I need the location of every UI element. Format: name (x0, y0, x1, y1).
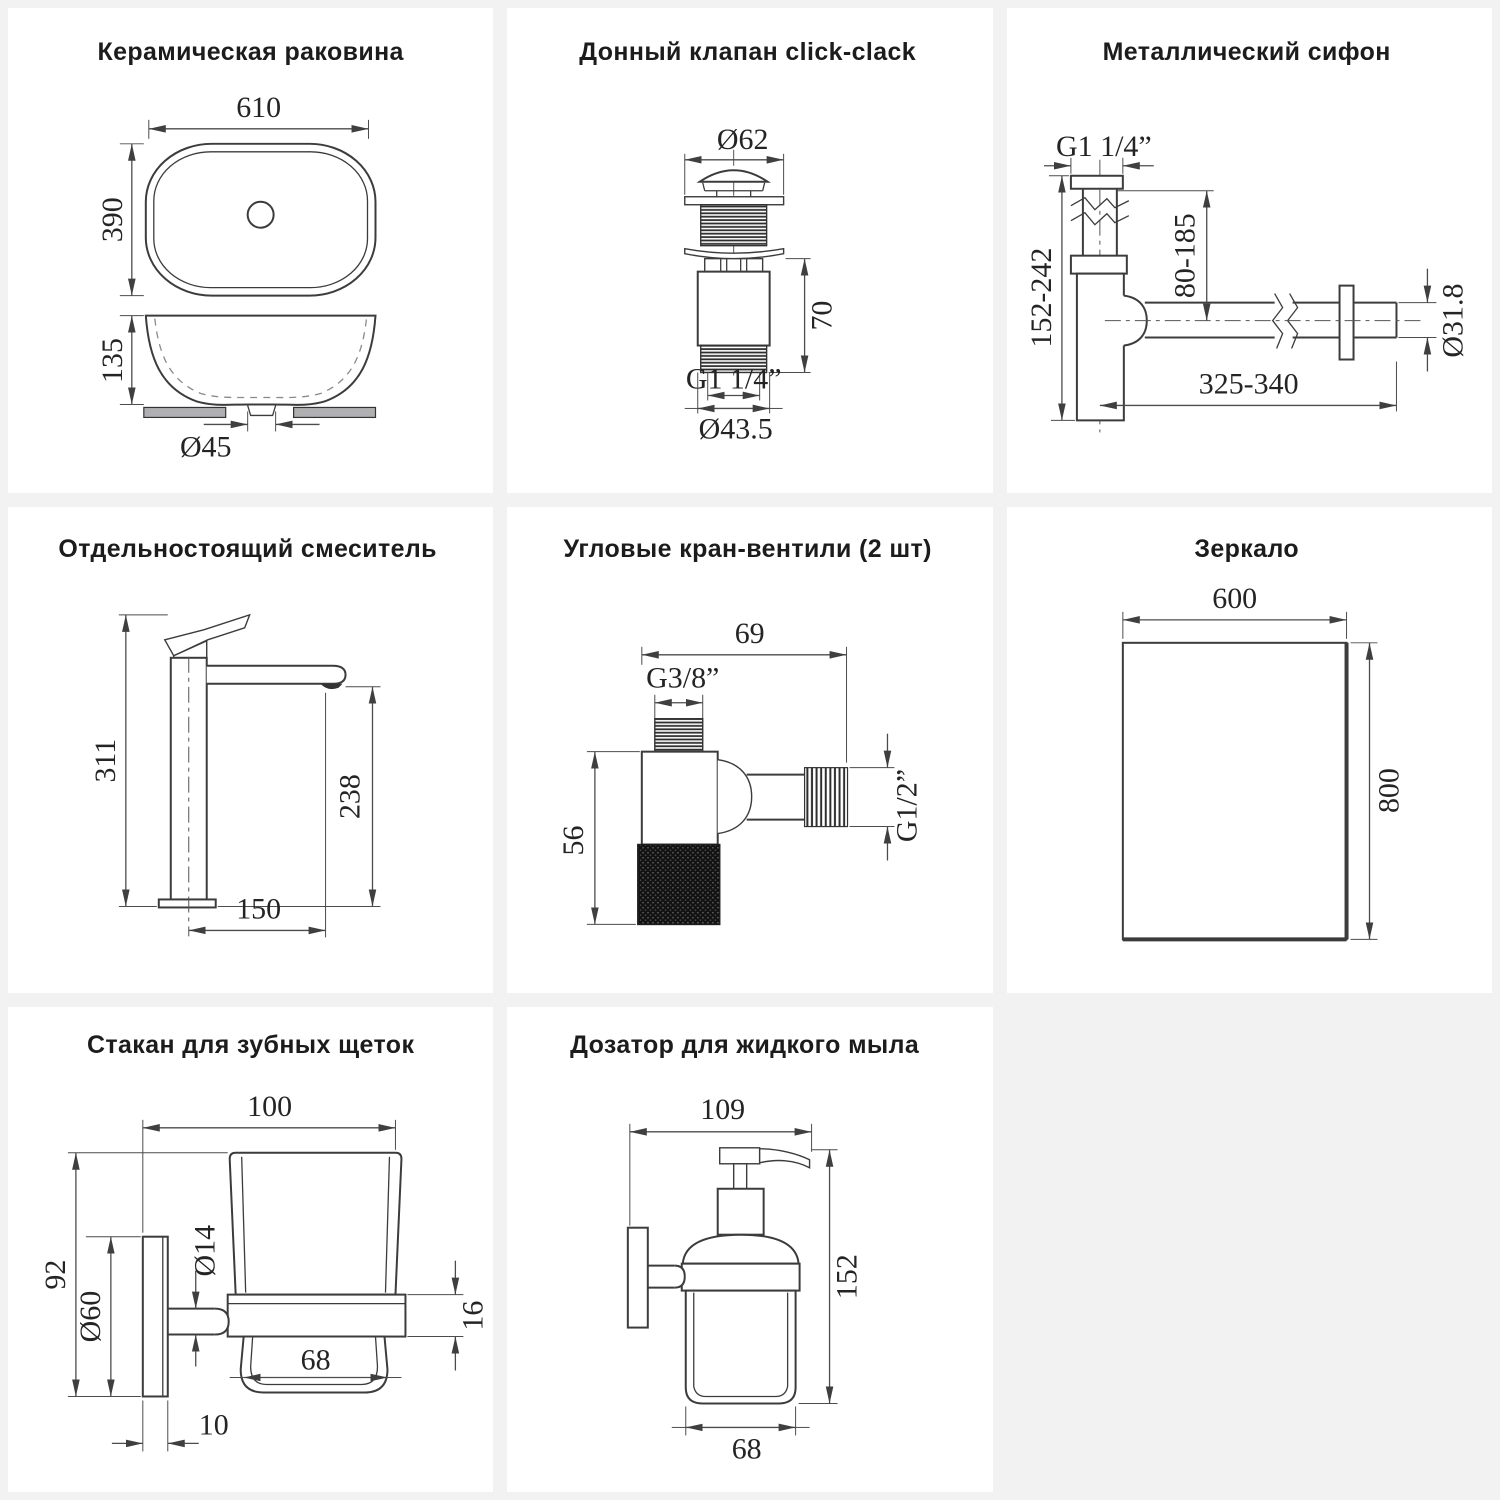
top-flange (685, 197, 784, 205)
svg-text:Ø45: Ø45 (179, 430, 232, 464)
svg-text:70: 70 (805, 300, 839, 331)
body-cylinder (698, 272, 770, 346)
svg-text:109: 109 (700, 1092, 746, 1126)
valve-dim-thread (686, 362, 782, 400)
inlet-nut (1071, 176, 1123, 189)
svg-text:G1 1/4”: G1 1/4” (686, 362, 782, 396)
svg-text:G3/8”: G3/8” (646, 662, 720, 696)
card-title: Отдельностоящий смеситель (58, 535, 437, 564)
angle-valve-drawing (507, 507, 992, 992)
coupling-nut (1071, 256, 1127, 274)
svg-text:100: 100 (247, 1089, 293, 1123)
card-ceramic-sink (8, 8, 493, 493)
valve-body (685, 170, 784, 372)
sink-drawing (8, 8, 493, 493)
mixer-body (159, 615, 346, 937)
svg-text:135: 135 (95, 338, 129, 383)
svg-text:152: 152 (830, 1253, 864, 1299)
siphon-dim-length (1100, 362, 1397, 412)
siphon-drawing (1007, 8, 1492, 493)
glass-bottle (686, 1290, 796, 1403)
svg-text:92: 92 (38, 1259, 72, 1290)
upper-thread (701, 205, 767, 246)
svg-text:150: 150 (236, 892, 282, 926)
siphon-dim-height (1025, 176, 1075, 421)
outlet-thread (805, 768, 848, 827)
arm-cap (675, 1265, 685, 1287)
svg-text:16: 16 (456, 1300, 490, 1331)
siphon-dim-thread (1044, 130, 1154, 174)
card-metal-siphon (1007, 8, 1492, 493)
slotted-neck (705, 259, 763, 272)
angle-dim-outlet-thread (850, 734, 924, 861)
wall-plate (143, 1236, 168, 1396)
svg-text:56: 56 (557, 825, 591, 856)
outlet-dome (718, 760, 752, 834)
card-title: Керамическая раковина (97, 37, 404, 66)
card-title: Стакан для зубных щеток (86, 1030, 415, 1059)
sink-dim-height (96, 316, 144, 405)
svg-text:152-242: 152-242 (1024, 247, 1058, 348)
svg-text:325-340: 325-340 (1198, 367, 1299, 401)
card-title: Донный клапан click-clack (579, 37, 917, 66)
sink-dim-width (149, 91, 369, 139)
card-title: Металлический сифон (1102, 37, 1391, 66)
card-title: Дозатор для жидкого мыла (570, 1030, 920, 1059)
card-soap-dispenser (507, 1007, 992, 1492)
mixer-drawing (8, 507, 493, 992)
pump-collar (718, 1188, 764, 1234)
valve-block (642, 752, 718, 845)
sink-side-view (144, 316, 376, 418)
wall-plate (628, 1227, 648, 1327)
svg-text:80-185: 80-185 (1168, 213, 1202, 299)
valve-dim-height (769, 259, 839, 373)
card-title: Зеркало (1193, 535, 1299, 564)
holder-ring (228, 1294, 406, 1336)
drain-hole (248, 202, 274, 228)
svg-text:69: 69 (735, 617, 765, 651)
svg-text:Ø14: Ø14 (188, 1224, 222, 1277)
inlet-thread (655, 719, 703, 752)
svg-text:600: 600 (1211, 582, 1257, 616)
base-plate (159, 900, 216, 908)
drain-outlet (248, 405, 276, 415)
empty-cell (1007, 1007, 1492, 1492)
svg-text:311: 311 (88, 739, 122, 783)
spout (207, 666, 346, 684)
svg-text:610: 610 (236, 90, 282, 124)
wall-flange (1339, 286, 1353, 360)
pump-head (720, 1147, 760, 1163)
mixer-dim-height (89, 615, 168, 907)
card-angle-valves (507, 507, 992, 992)
svg-text:68: 68 (300, 1343, 331, 1377)
card-toothbrush-cup (8, 1007, 493, 1492)
cup-dim-plate (74, 1236, 141, 1396)
svg-text:68: 68 (732, 1432, 762, 1466)
mirror-rect (1122, 643, 1346, 940)
mixer-dim-spout-height (218, 687, 381, 907)
dispenser-body (628, 1147, 810, 1403)
svg-text:390: 390 (95, 197, 129, 243)
cup-dim-stem (189, 1225, 222, 1367)
mounting-pad-right (294, 407, 376, 417)
card-mirror (1007, 507, 1492, 992)
sink-dim-depth (96, 144, 144, 296)
svg-text:Ø43.5: Ø43.5 (699, 412, 774, 446)
dispenser-dim-bottle (672, 1406, 810, 1465)
pump-stem (734, 1163, 747, 1188)
valve-drawing (507, 8, 992, 493)
sink-dim-drain (180, 411, 320, 463)
cup-body (143, 1152, 406, 1396)
aerator (321, 684, 343, 689)
knurled-handle (638, 845, 720, 925)
svg-text:G1/2”: G1/2” (890, 769, 924, 843)
dispenser-drawing (507, 1007, 992, 1492)
holder-ring (682, 1263, 800, 1290)
card-click-clack-valve (507, 8, 992, 493)
bottle-shoulder (683, 1234, 799, 1263)
glass-tumbler (230, 1152, 402, 1294)
cup-dim-holder (407, 1260, 489, 1370)
mirror-drawing (1007, 507, 1492, 992)
svg-text:10: 10 (198, 1408, 229, 1442)
sink-top-view (146, 144, 376, 296)
dispenser-dim-height (799, 1149, 864, 1403)
cup-dim-depth (112, 1400, 229, 1451)
svg-text:Ø31.8: Ø31.8 (1436, 283, 1470, 358)
svg-text:G1 1/4”: G1 1/4” (1055, 129, 1152, 163)
angle-dim-height (557, 752, 640, 925)
svg-text:Ø62: Ø62 (717, 122, 769, 156)
mirror-body (1122, 643, 1346, 940)
cup-drawing (8, 1007, 493, 1492)
mirror-dim-height (1350, 643, 1405, 940)
mounting-pad-left (144, 407, 226, 417)
pump-spout (760, 1148, 810, 1167)
siphon-cup (1077, 274, 1124, 421)
mirror-dim-width (1122, 582, 1346, 639)
card-title: Угловые кран-вентили (2 шт) (563, 535, 933, 564)
arm-cap (215, 1308, 229, 1334)
card-mixer (8, 507, 493, 992)
svg-text:800: 800 (1372, 768, 1406, 814)
angle-dim-inlet-thread (646, 662, 719, 719)
angle-valve-body (638, 719, 848, 925)
svg-text:Ø60: Ø60 (73, 1290, 107, 1343)
svg-text:238: 238 (333, 774, 367, 820)
